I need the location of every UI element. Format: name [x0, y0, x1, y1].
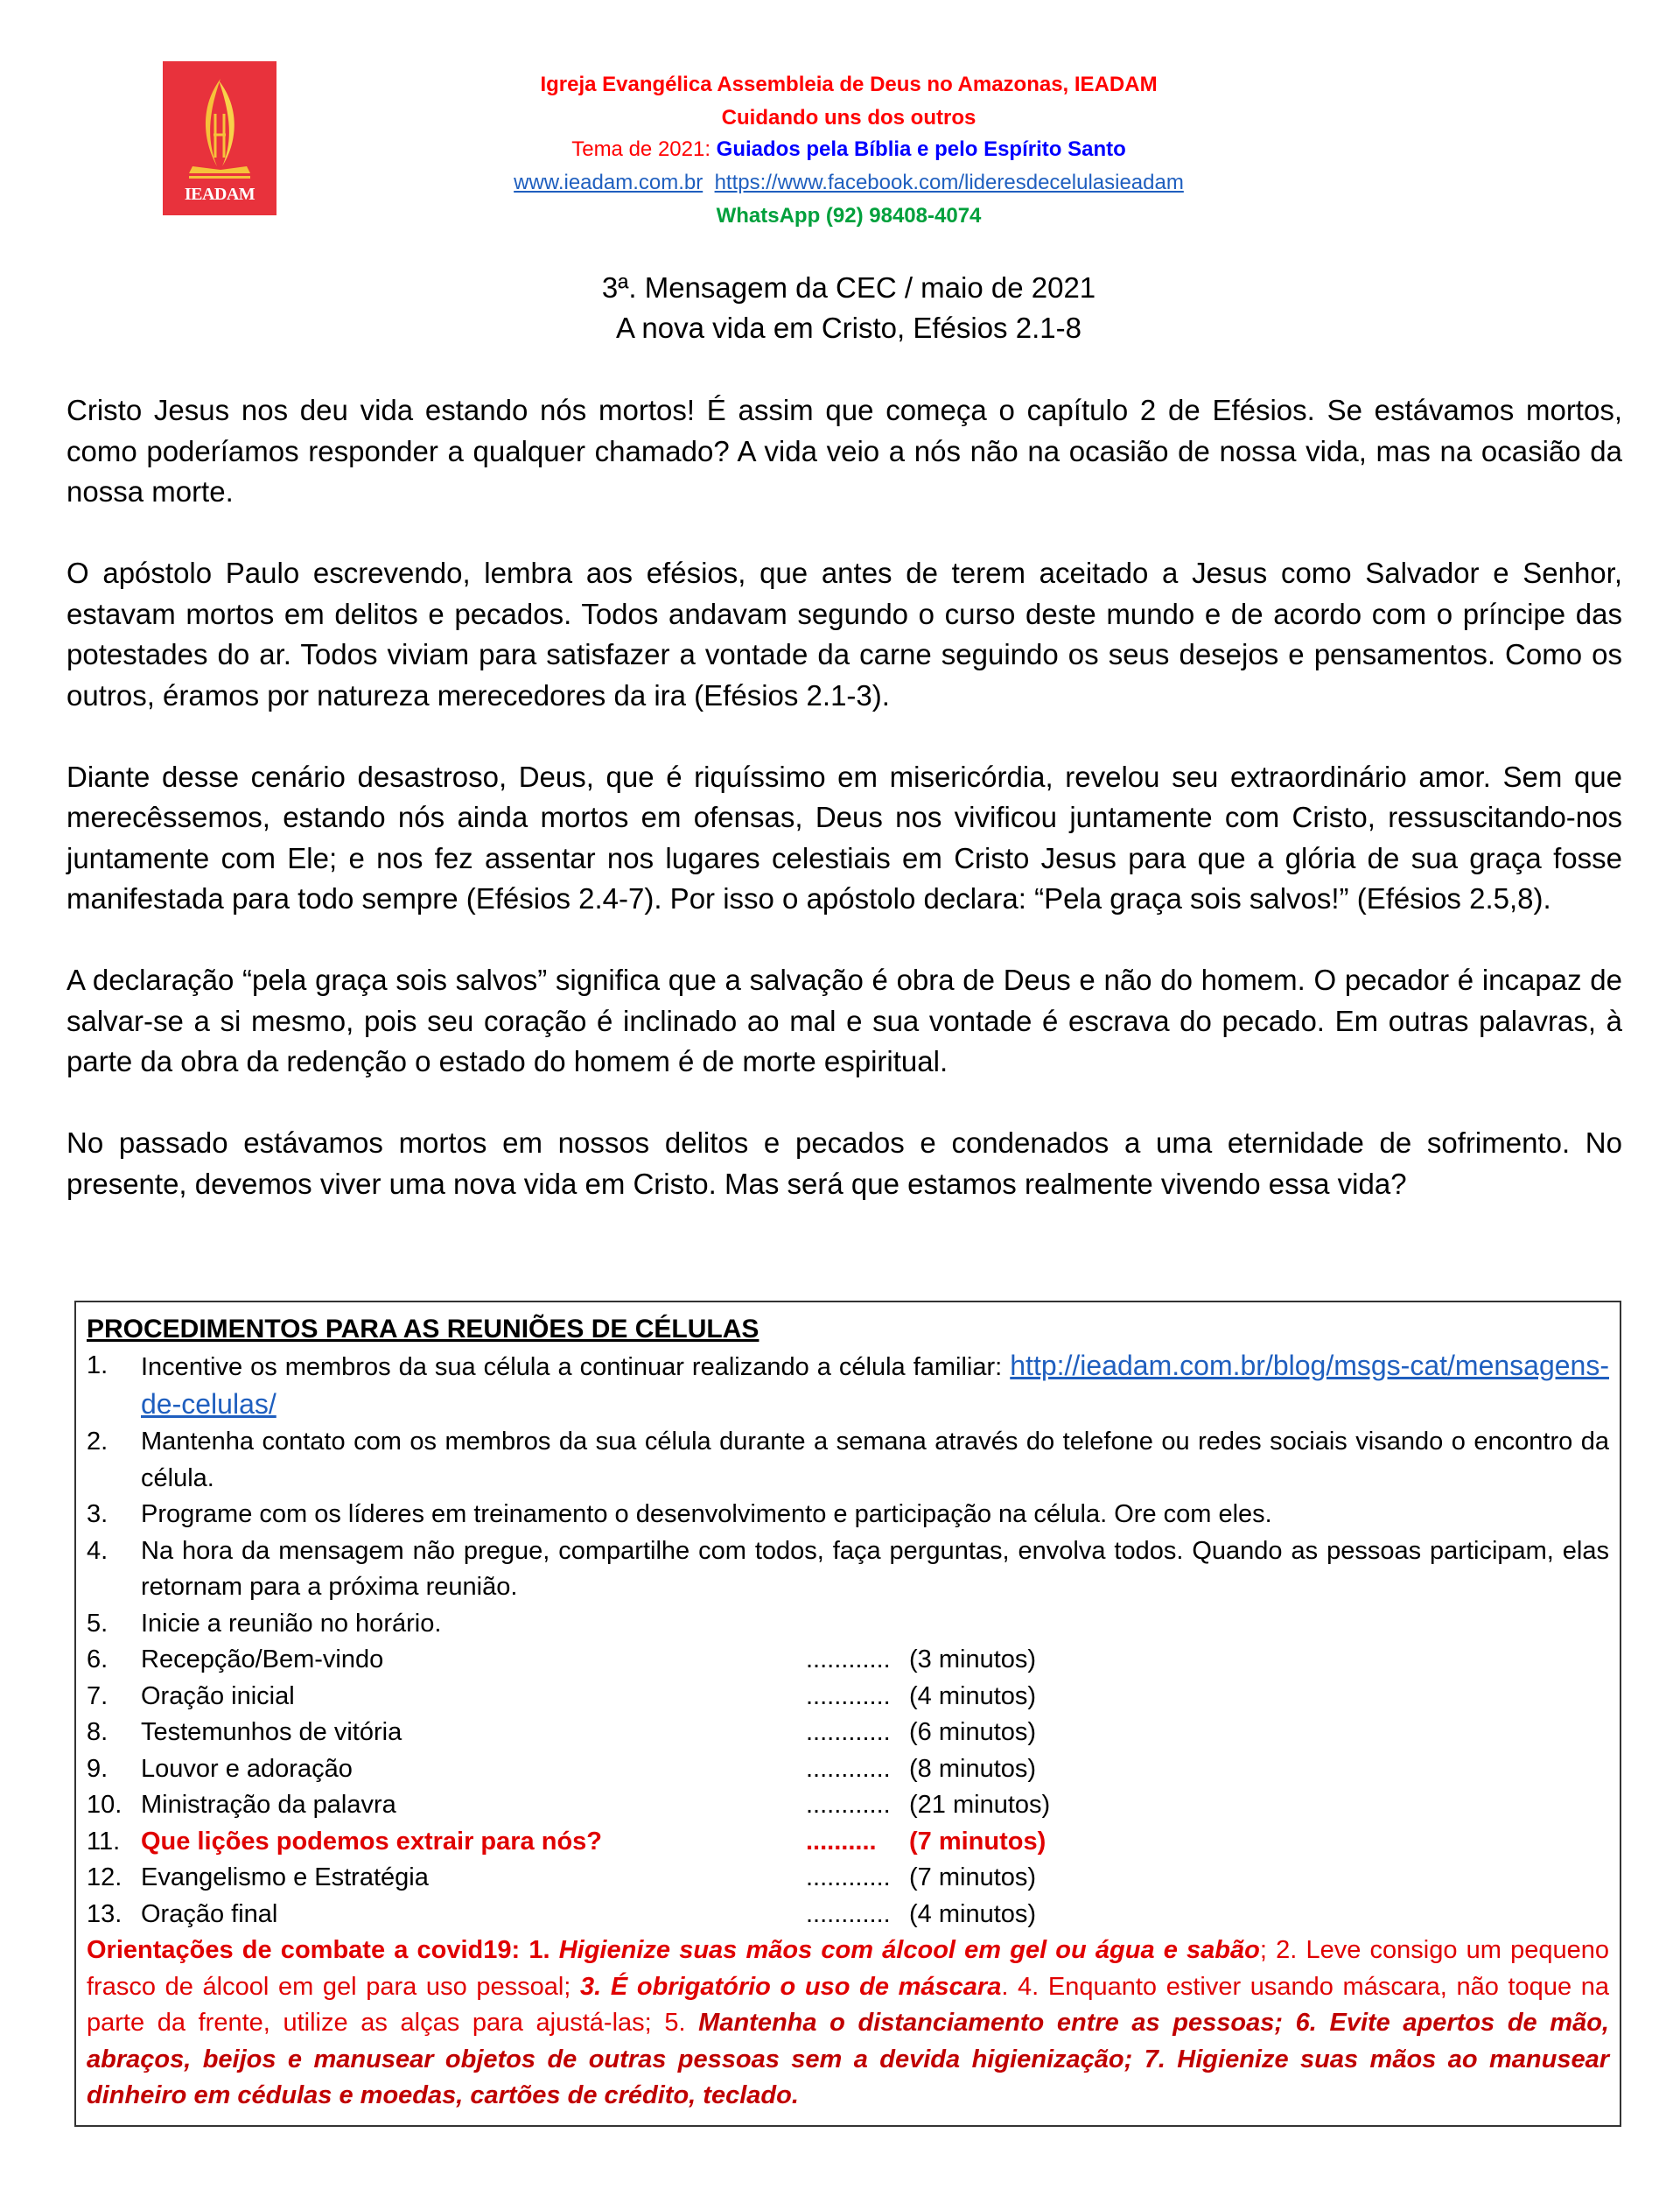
schedule-item: 6. Recepção/Bem-vindo ............ (3 minutos) — [87, 1645, 1037, 1673]
schedule-item: 7. Oração inicial ............ (4 minutos) — [87, 1681, 1037, 1710]
schedule-item: 10. Ministração da palavra ............ (21 minutos) — [87, 1791, 1051, 1819]
theme-line — [0, 135, 1680, 165]
paragraph: No passado estávamos mortos em nossos delitos e pecados e condenados a uma eternidade de sofrimento. No presente, devemos viver uma nova vida em Cristo. Mas será que estamos realmente vivendo essa vida? — [66, 1126, 1622, 1200]
whatsapp: WhatsApp (92) 98408-4074 — [716, 204, 982, 228]
schedule-item: 8. Testemunhos de vitória ............ (6 minutos) — [87, 1718, 1037, 1746]
logo-text: IEADAM — [184, 185, 256, 204]
procedures-heading: PROCEDIMENTOS PARA AS REUNIÕES DE CÉLULAS — [87, 1315, 760, 1344]
paragraph: Diante desse cenário desastroso, Deus, que é riquíssimo em misericórdia, revelou seu extraordinário amor. Sem que merecêssemos, estando nós ainda mortos em ofensas, Deus nos vivificou juntamente com Cristo, ressuscitando-nos juntamente com Ele; e nos fez assentar nos lugares celestiais em Cristo Jesus para que a glória de sua graça fosse manifestada para todo sempre (Efésios 2.4-7). Por isso o apóstolo declara: “Pela graça sois salvos!” (Efésios 2.5,8). — [66, 760, 1622, 915]
list-item: 2. Mantenha contato com os membros da sua célula durante a semana através do telefone ou redes sociais visando o encontro da célula. — [87, 1428, 1609, 1492]
message-subtitle: A nova vida em Cristo, Efésios 2.1-8 — [616, 312, 1082, 344]
procedures-list — [87, 1348, 1609, 1933]
links-line — [0, 168, 1680, 198]
list-item: 5. Inicie a reunião no horário. — [87, 1609, 442, 1638]
message-body — [66, 390, 1622, 1245]
theme-label: Tema de 2021: — [571, 137, 717, 161]
procedures-box — [74, 1301, 1621, 2127]
motto: Cuidando uns dos outros — [721, 106, 976, 130]
list-item: 4. Na hora da mensagem não pregue, compartilhe com todos, faça perguntas, envolva todos. Quando as pessoas participam, elas retornam para a próxima reunião. — [87, 1536, 1609, 1601]
list-item: 3. Programe com os líderes em treinamento o desenvolvimento e participação na célula. Ore com eles. — [87, 1500, 1272, 1528]
website-link[interactable]: www.ieadam.com.br — [514, 171, 704, 194]
theme: Guiados pela Bíblia e pelo Espírito Santo — [716, 137, 1126, 161]
paragraph: O apóstolo Paulo escrevendo, lembra aos efésios, que antes de terem aceitado a Jesus como Salvador e Senhor, estavam mortos em delitos e pecados. Todos andavam segundo o curso deste mundo e de acordo com o príncipe das potestades do ar. Todos viviam para satisfazer a vontade da carne seguindo os seus desejos e pensamentos. Como os outros, éramos por natureza merecedores da ira (Efésios 2.1-3). — [66, 557, 1622, 712]
schedule-item: 13. Oração final ............ (4 minutos) — [87, 1899, 1037, 1928]
paragraph: Cristo Jesus nos deu vida estando nós mortos! É assim que começa o capítulo 2 de Efésios. Se estávamos mortos, como poderíamos responder a qualquer chamado? A vida veio a nós não na ocasião de nossa vida, mas na ocasião da nossa morte. — [66, 394, 1622, 508]
schedule-item: 9. Louvor e adoração ............ (8 minutos) — [87, 1754, 1037, 1783]
schedule-item: 12. Evangelismo e Estratégia ............ (7 minutos) — [87, 1863, 1037, 1891]
paragraph: A declaração “pela graça sois salvos” significa que a salvação é obra de Deus e não do homem. O pecador é incapaz de salvar-se a si mesmo, pois seu coração é inclinado ao mal e sua vontade é escrava do pecado. Em outras palavras, à parte da obra da redenção o estado do homem é de morte espiritual. — [66, 964, 1622, 1077]
church-name: Igreja Evangélica Assembleia de Deus no Amazonas, IEADAM — [540, 73, 1158, 96]
message-title: 3ª. Mensagem da CEC / maio de 2021 — [601, 271, 1096, 304]
covid-guidelines: Orientações de combate a covid19: 1. Higienize suas mãos com álcool em gel ou água e sabão; 2. Leve consigo um pequeno frasco de álcool em gel para uso pessoal; 3. É obrigatório o uso de máscara. 4. Enquanto estiver usando máscara, não toque na parte da frente, utilize as alças para ajustá-las; 5. Mantenha o distanciamento entre as pessoas; 6. Evite apertos de mão, abraços, beijos e manusear objetos de outras pessoas sem a devida higienização; 7. Higienize suas mãos ao manusear dinheiro em cédulas e moedas, cartões de crédito, teclado. — [87, 1936, 1609, 2109]
facebook-link[interactable]: https://www.facebook.com/lideresdecelulasieadam — [714, 171, 1184, 194]
schedule-item-highlight: 11. Que lições podemos extrair para nós? .......... (7 minutos) — [87, 1827, 1046, 1856]
mensagens-link[interactable]: http://ieadam.com.br/blog/msgs-cat/mensagens-de-celulas/ — [141, 1350, 1609, 1420]
list-item: 1. Incentive os membros da sua célula a continuar realizando a célula familiar: http://ieadam.com.br/blog/msgs-cat/mensagens-de-celulas/ — [87, 1350, 1609, 1420]
